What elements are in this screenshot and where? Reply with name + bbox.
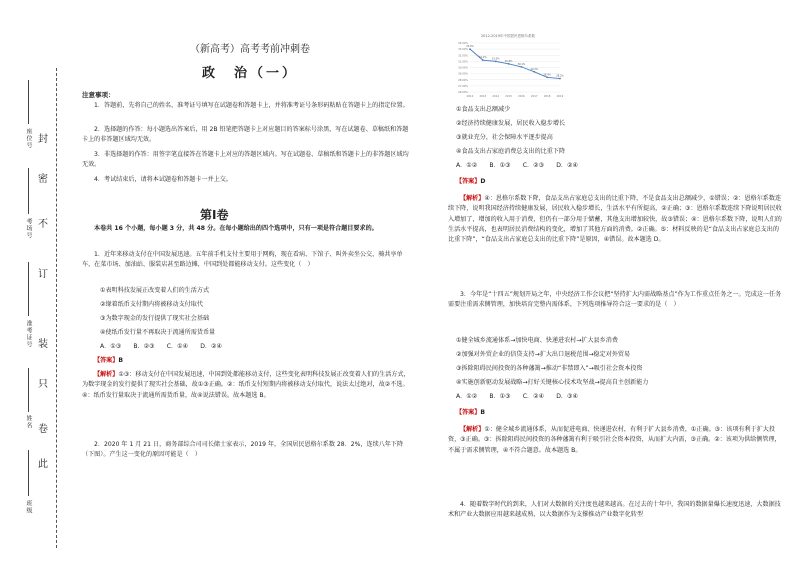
chart-y-tick-label: 28.00% (458, 78, 468, 82)
q3-option-3: ③拆除阻碍民间投资的各种藩篱→推动“非禁即入”→吸引社会资本投资 (456, 365, 643, 372)
q1-option-4: ④使纸币发行量不再取决于流通所需货币量 (100, 329, 216, 336)
notice-item-1: 1．答题前，先将自己的姓名、准考证号填写在试题卷和答题卡上，并将准考证号条形码粘贴在答题卡上的指定位置。 (94, 102, 409, 109)
chart-y-tick-label: 27.00% (458, 84, 468, 88)
chart-y-tick-label: 26.00% (458, 91, 468, 94)
q3-option-2: ②加强对外贸企业的信贷支持→扩大出口退税范围→稳定对外贸易 (456, 351, 631, 358)
q2-option-1: ①食品支出总额减少 (456, 106, 511, 113)
chart-data-label: 30.1% (517, 62, 526, 66)
chart-data-label: 31.0% (491, 57, 500, 61)
chart-x-tick-label: 2015 (505, 95, 512, 98)
chart-x-tick-label: 2013 (479, 95, 487, 98)
q2-choices: A．①② B．①③ C．②③ D．②④ (456, 162, 578, 169)
field-admission-line (28, 262, 29, 316)
strip-char-2: 密 (38, 174, 48, 185)
chart-point (495, 60, 497, 62)
chart-y-tick-label: 34.00% (458, 42, 468, 45)
q3-option-1: ①健全城乡流通体系→加快电商、快递进农村→扩大县乡消费 (456, 337, 618, 344)
q3-choices: A．①② B．①③ C．②④ D．③④ (456, 393, 578, 400)
q1-choices: A．①③ B．②③ C．①④ D．②④ (100, 343, 222, 350)
strip-char-1: 封 (38, 134, 48, 145)
field-admission-number: 准考证号 (25, 320, 32, 348)
binding-strip (0, 0, 62, 562)
q1-stem: 1．近年来移动支付在中国发展迅速。五年前手机支付主要用于网购，现在看病、下馆子、叫外卖坐公交、骑共享单车，在菜市场、加油站、服装店甚至路边摊，中国到处都能移动支付。这些变化（ ） (82, 251, 403, 269)
strip-char-5: 装 (38, 339, 48, 350)
q2-explain-label: 【解析】 (460, 195, 485, 202)
exam-subject: 政 治（一） (201, 66, 298, 81)
strip-char-6: 只 (38, 379, 48, 390)
strip-char-4: 订 (38, 269, 48, 280)
q2-option-2: ②经济持续健康发展，居民收入稳步增长 (456, 120, 566, 127)
q3-explain-label: 【解析】 (460, 426, 485, 433)
field-seat-number: 座位号 (25, 128, 32, 149)
chart-x-tick-label: 2014 (492, 95, 500, 98)
exam-title: （新高考）高考考前冲刺卷 (190, 44, 310, 55)
q1-answer-label: 【答案】 (94, 357, 119, 364)
chart-x-tick-label: 2012 (466, 95, 474, 98)
q4-stem: 4．随着数字时代的到来，人们对大数据的关注度也越来越高。在过去的十年中，我国的数据量爆长速度迅速，大数据技术和产业大数据应用越来越成熟，以大数据作为支撑推动产业数字化转型 (448, 501, 781, 519)
q2-stem: 2．2020 年 1 月 21 日，商务部综合司司长储士家表示，2019 年，全国居民恩格尔系数 28．2%，连续八年下降（下图）。产生这一变化的原因可能是（ ） (82, 441, 404, 459)
chart-data-label: 33.0% (466, 45, 474, 49)
field-class-line (28, 450, 29, 496)
q1-answer (94, 356, 123, 366)
q1-option-1: ①表明科技发展正改变着人们的生活方式 (100, 287, 210, 294)
q2-option-4: ④食品支出占家庭消费总支出的比重下降 (456, 148, 566, 155)
chart-title: 2012-2019年中国居民恩格尔系数 (480, 34, 536, 38)
chart-data-label: 28.2% (556, 74, 564, 78)
q3-explain-tail: 故本题选 B。 (544, 446, 582, 454)
q1-option-3: ③为数字现金的发行提供了现实社会基础 (100, 315, 210, 322)
notice-heading: 注意事项： (82, 91, 115, 99)
volume-instruction: 本卷共 16 个小题，每小题 3 分，共 48 分。在每小题给出的四个选项中，只有一项是符合题目要求的。 (94, 225, 378, 232)
q3-stem: 3．今年是“十四五”规划开局之年，中央经济工作会议把“坚持扩大内需战略基点”作为工作重点任务之一。完成这一任务需要注重需求侧管理，加快培育完整内需体系，下列选项推导符合这一要求的是（ ） (448, 291, 782, 309)
chart-point (469, 48, 471, 50)
chart-data-label: 31.2% (479, 56, 487, 60)
q2-option-3: ③就业充分，社会保障水平逐步提高 (456, 134, 553, 141)
q1-explain-text: ①③：移动支付在中国发展迅速，中国到处都能移动支付，这些变化表明科技发展正改变着人们的生活方式，为数字现金的发行提供了现实社会基础，故①③正确。②：纸币支付短期内将被移动支付取代，说法太过绝对，故②不选。④：纸币发行量取决于流通所需货币量，故④说法错误。 (82, 371, 410, 399)
chart-point (546, 76, 548, 78)
chart-y-tick-label: 33.00% (458, 48, 468, 52)
q1-explain-tail: 故本题选 B。 (233, 391, 270, 399)
q2-answer-value: D (480, 178, 486, 185)
chart-y-tick-label: 32.00% (458, 54, 468, 58)
q1-explain-label: 【解析】 (94, 371, 119, 378)
chart-y-tick-label: 30.00% (458, 66, 468, 70)
notice-item-2: 2．选择题的作答：每小题选出答案后，用 2B 铅笔把答题卡上对应题目的答案标号涂黑，写在试题卷、草稿纸和答题卡上的非答题区域均无效。 (82, 126, 409, 144)
chart-y-tick-label: 29.00% (458, 72, 468, 76)
notice-item-3: 3．非选择题的作答：用签字笔直接答在答题卡上对应的答题区域内。写在试题卷、草稿纸和答题卡上的非答题区域均无效。 (82, 151, 409, 169)
q2-answer (456, 177, 485, 187)
chart-x-tick-label: 2017 (530, 95, 538, 98)
chart-point (482, 59, 484, 61)
q3-answer (456, 408, 485, 418)
strip-char-8: 此 (38, 459, 48, 470)
chart-data-label: 30.6% (504, 59, 513, 63)
q3-answer-value: B (480, 409, 486, 416)
chart-data-label: 29.3% (530, 67, 539, 71)
strip-char-3: 不 (38, 219, 48, 230)
volume-title: 第Ⅰ卷 (200, 208, 229, 222)
chart-point (508, 63, 510, 65)
field-name: 姓名 (25, 415, 32, 429)
engel-coefficient-chart (452, 34, 564, 102)
q3-option-4: ④实施创新驱动发展战略→打好关键核心技术攻坚战→提高自主创新能力 (456, 379, 649, 386)
chart-point (559, 78, 561, 80)
chart-x-tick-label: 2018 (543, 95, 551, 98)
field-name-line (28, 368, 29, 412)
field-seat-line (28, 80, 29, 124)
q2-explain-tail: 故本题选 D。 (627, 236, 665, 244)
chart-point (521, 66, 523, 68)
q2-explain-text: ④：恩格尔系数下降，食品支出占家庭总支出的比重下降，不是食品支出总额减少，①错误；②：恩格尔系数连续下降，说明我国经济持续健康发展，居民收入稳步增长，生活水平有所提高，②正确；③：恩格尔系数连续下降说明居民收入增加了，增加的收入用于消费，但仍有一部分用于储蓄，其他支出增加较快，故③错误；④：恩格尔系数下降，说明人们的生活水平提高，也表明居民消费结构的变化，增加了其他方面的消费。②正确。⑤：材料反映的是“食品支出占家庭总支出的比重下降”，“食品支出占家庭总支出的比重下降”是原因，④错误。 (448, 195, 782, 244)
chart-point (533, 71, 535, 73)
notice-item-4: 4．考试结束后，请将本试题卷和答题卡一并上交。 (94, 176, 232, 183)
q2-explain (448, 194, 784, 246)
q2-answer-label: 【答案】 (456, 178, 481, 185)
chart-x-tick-label: 2019 (556, 95, 564, 98)
q3-explain-text: ①：健全城乡流通体系，从而促进电商、快递进农村，有利于扩大县乡消费，①正确。③：该项有利于扩大投资，③正确。③：拆除阻碍民间投资的各种藩篱有利于吸引社会资本投资，从而扩大内需，③正确。②：该项为供给侧管理，不属于需求侧管理，④不符合题意。 (448, 426, 781, 454)
chart-y-tick-label: 31.00% (458, 60, 468, 64)
q3-explain (448, 425, 784, 456)
binding-dash-line (56, 68, 57, 548)
q1-answer-value: B (118, 357, 124, 364)
field-class: 班级 (25, 500, 32, 514)
field-exam-room-line (28, 168, 29, 214)
q1-explain (82, 370, 412, 401)
q3-answer-label: 【答案】 (456, 409, 481, 416)
field-exam-room: 考场号 (25, 218, 32, 239)
chart-x-tick-label: 2016 (518, 95, 525, 98)
strip-char-7: 卷 (38, 424, 48, 435)
chart-data-label: 28.4% (543, 73, 551, 77)
q1-option-2: ②缘着纸币支付期内将被移动支付取代 (100, 301, 203, 308)
